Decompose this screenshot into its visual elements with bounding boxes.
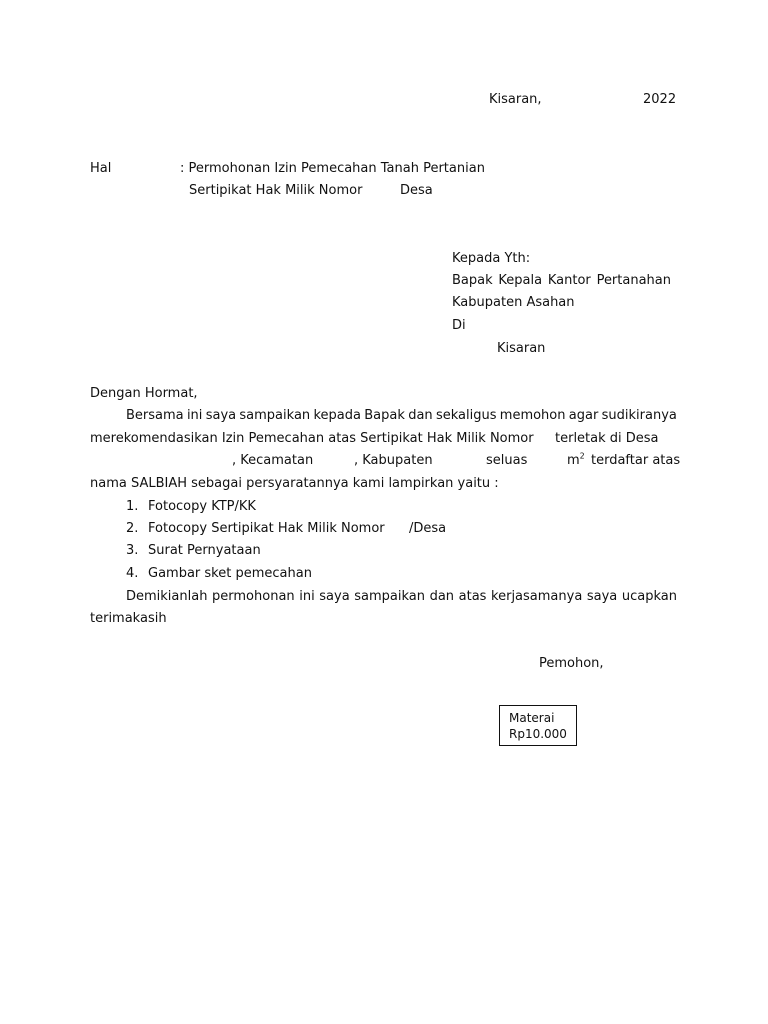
word: Demikianlah xyxy=(126,589,208,604)
word: sudikiranya xyxy=(601,408,677,423)
word: dan xyxy=(408,408,433,423)
word: dan xyxy=(429,589,455,604)
unit-superscript: 2 xyxy=(579,451,585,461)
date-place: Kisaran, xyxy=(489,92,542,107)
word: saya xyxy=(205,408,237,423)
subject-label: Hal xyxy=(90,161,112,176)
signature-label: Pemohon, xyxy=(539,656,604,671)
word: atas xyxy=(458,589,487,604)
attachment-item: Surat Pernyataan xyxy=(148,543,261,558)
paragraph-1-line-3a: , Kecamatan xyxy=(232,453,314,468)
closing-line-1 xyxy=(126,589,677,605)
paragraph-1-line-3c: seluas xyxy=(486,453,528,468)
recipient-word: Kepala xyxy=(498,273,543,288)
paragraph-1-line-2a: merekomendasikan Izin Pemecahan atas Sertipikat Hak Milik Nomor xyxy=(90,431,534,446)
word: kepada xyxy=(313,408,361,423)
attachment-number: 3. xyxy=(126,543,139,558)
word: sampaikan xyxy=(239,408,311,423)
word: kerjasamanya xyxy=(491,589,583,604)
attachment-item: Fotocopy Sertipikat Hak Milik Nomor xyxy=(148,521,385,536)
word: saya xyxy=(319,589,350,604)
recipient-line-3: Di xyxy=(452,318,466,333)
paragraph-1-line-3e: terdaftar atas xyxy=(591,453,681,468)
word: ucapkan xyxy=(621,589,677,604)
recipient-greeting: Kepada Yth: xyxy=(452,251,531,266)
paragraph-1-line-3d xyxy=(567,453,585,469)
closing-line-2: terimakasih xyxy=(90,611,167,626)
attachment-number: 4. xyxy=(126,566,139,581)
word: Bapak xyxy=(364,408,405,423)
word: agar xyxy=(568,408,599,423)
paragraph-1-line-4: nama SALBIAH sebagai persyaratannya kami lampirkan yaitu : xyxy=(90,476,499,491)
date-year: 2022 xyxy=(643,92,677,107)
attachment-number: 2. xyxy=(126,521,139,536)
paragraph-1-line-2b: terletak di Desa xyxy=(555,431,659,446)
subject-line-2a: Sertipikat Hak Milik Nomor xyxy=(189,183,363,198)
unit-m: m xyxy=(567,453,580,468)
word: ini xyxy=(186,408,203,423)
attachment-item: Fotocopy KTP/KK xyxy=(148,499,256,514)
attachment-item-suffix: /Desa xyxy=(409,521,447,536)
word: ini xyxy=(299,589,315,604)
recipient-word: Kantor xyxy=(547,273,591,288)
recipient-line-2: Kabupaten Asahan xyxy=(452,295,575,310)
word: sekaligus xyxy=(435,408,497,423)
paragraph-1-line-1 xyxy=(126,408,677,424)
word: saya xyxy=(586,589,618,604)
word: sampaikan xyxy=(354,589,426,604)
recipient-line-4: Kisaran xyxy=(497,341,546,356)
subject-line-1: : Permohonan Izin Pemecahan Tanah Pertanian xyxy=(180,161,485,176)
stamp-line-1: Materai xyxy=(509,711,555,725)
word: memohon xyxy=(499,408,566,423)
attachment-item: Gambar sket pemecahan xyxy=(148,566,312,581)
stamp-box xyxy=(499,705,577,746)
paragraph-1-line-3b: , Kabupaten xyxy=(354,453,433,468)
recipient-line-1 xyxy=(452,273,671,289)
salutation: Dengan Hormat, xyxy=(90,386,198,401)
recipient-word: Pertanahan xyxy=(596,273,671,288)
subject-line-2b: Desa xyxy=(400,183,433,198)
word: permohonan xyxy=(212,589,295,604)
recipient-word: Bapak xyxy=(452,273,493,288)
stamp-line-2: Rp10.000 xyxy=(509,727,567,741)
word: Bersama xyxy=(126,408,184,423)
attachment-number: 1. xyxy=(126,499,139,514)
